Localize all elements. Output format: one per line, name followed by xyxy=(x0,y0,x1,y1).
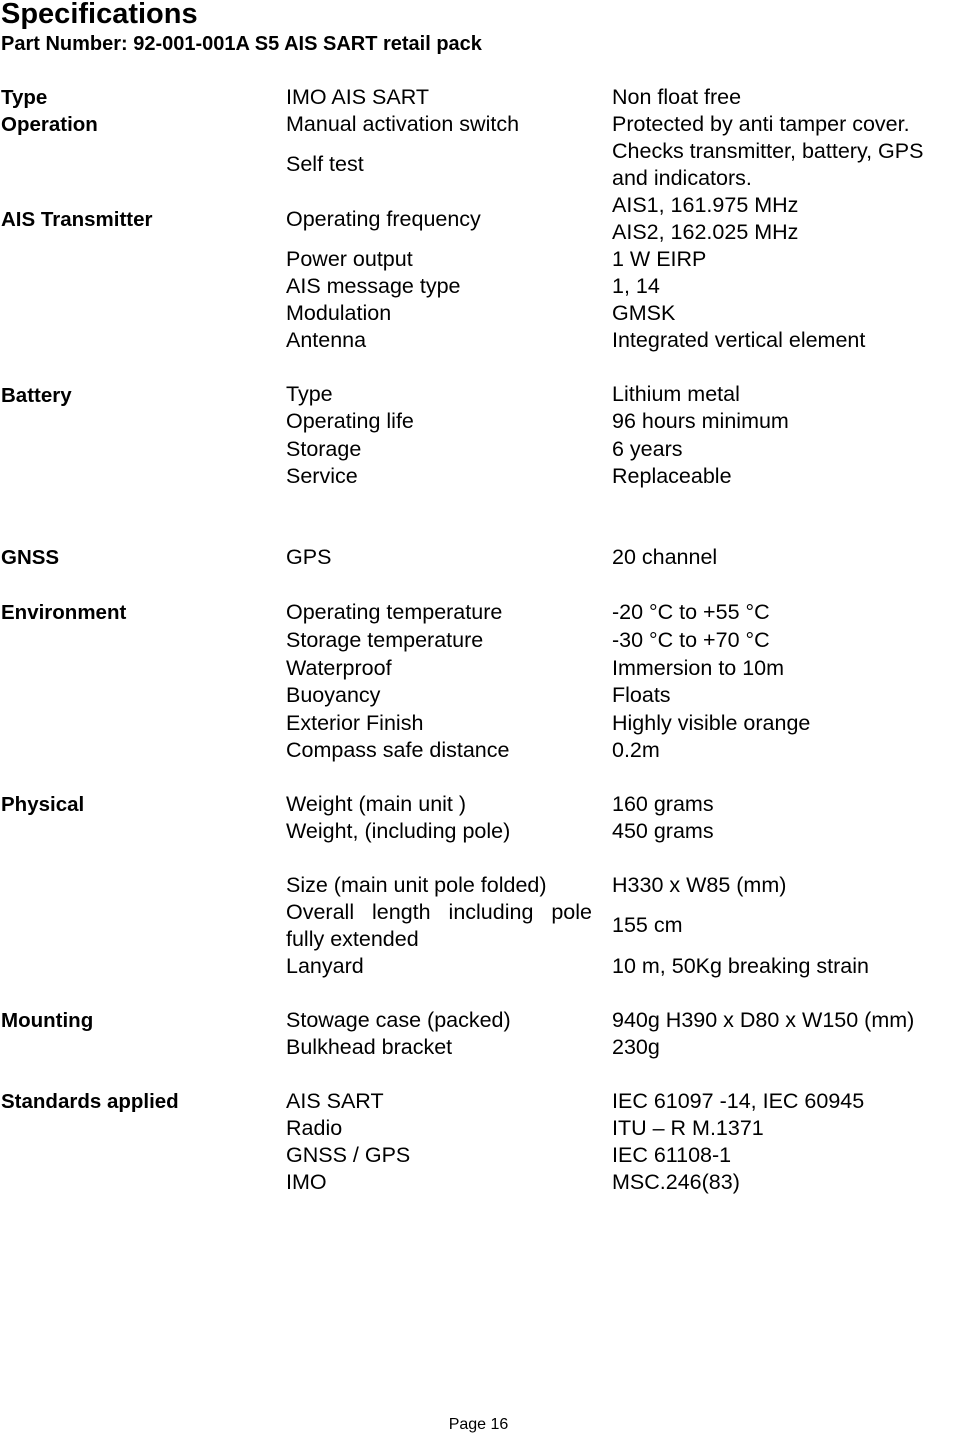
param-overall-length: Overall length including pole fully extended xyxy=(286,900,592,951)
param-gps: GPS xyxy=(286,545,332,569)
section-ais-transmitter: AIS Transmitter xyxy=(1,208,153,231)
section-environment: Environment xyxy=(1,601,127,624)
value-storage: 6 years xyxy=(612,437,683,461)
value-std-gnss: IEC 61108-1 xyxy=(612,1143,732,1167)
param-storage-temp: Storage temperature xyxy=(286,628,484,652)
value-operating-life: 96 hours minimum xyxy=(612,409,789,433)
section-physical: Physical xyxy=(1,793,85,816)
value-weight-main: 160 grams xyxy=(612,792,714,816)
value-storage-temp: -30 °C to +70 °C xyxy=(612,628,770,652)
param-exterior: Exterior Finish xyxy=(286,711,424,735)
value-modulation: GMSK xyxy=(612,301,676,325)
value-self-test-line2: and indicators. xyxy=(612,166,752,190)
section-standards: Standards applied xyxy=(1,1090,179,1113)
param-message-type: AIS message type xyxy=(286,274,461,298)
value-weight-pole: 450 grams xyxy=(612,819,714,843)
value-compass: 0.2m xyxy=(612,738,660,762)
value-frequency-line2: AIS2, 162.025 MHz xyxy=(612,220,799,244)
param-operating-life: Operating life xyxy=(286,409,414,433)
param-modulation: Modulation xyxy=(286,301,392,325)
value-overall-length: 155 cm xyxy=(612,913,683,937)
value-frequency-line1: AIS1, 161.975 MHz xyxy=(612,193,799,217)
value-exterior: Highly visible orange xyxy=(612,711,811,735)
section-mounting: Mounting xyxy=(1,1009,94,1032)
param-frequency: Operating frequency xyxy=(286,207,481,231)
value-battery-type: Lithium metal xyxy=(612,382,740,406)
section-battery: Battery xyxy=(1,384,72,407)
part-number: Part Number: 92-001-001A S5 AIS SART retail pack xyxy=(1,33,482,55)
param-size: Size (main unit pole folded) xyxy=(286,873,547,897)
value-waterproof: Immersion to 10m xyxy=(612,656,785,680)
param-operating-temp: Operating temperature xyxy=(286,600,503,624)
value-service: Replaceable xyxy=(612,464,732,488)
value-message-type: 1, 14 xyxy=(612,274,660,298)
section-gnss: GNSS xyxy=(1,546,60,569)
param-stowage: Stowage case (packed) xyxy=(286,1008,511,1032)
param-battery-type: Type xyxy=(286,382,333,406)
page-number: Page 16 xyxy=(448,1416,509,1433)
value-stowage: 940g H390 x D80 x W150 (mm) xyxy=(612,1008,915,1032)
value-operating-temp: -20 °C to +55 °C xyxy=(612,600,770,624)
param-lanyard: Lanyard xyxy=(286,954,364,978)
value-std-imo: MSC.246(83) xyxy=(612,1170,740,1194)
value-lanyard: 10 m, 50Kg breaking strain xyxy=(612,954,869,978)
value-antenna: Integrated vertical element xyxy=(612,328,866,352)
param-storage: Storage xyxy=(286,437,362,461)
section-operation: Operation xyxy=(1,113,98,136)
param-bulkhead: Bulkhead bracket xyxy=(286,1035,453,1059)
param-activation: Manual activation switch xyxy=(286,112,520,136)
value-power: 1 W EIRP xyxy=(612,247,707,271)
value-gps: 20 channel xyxy=(612,545,718,569)
param-service: Service xyxy=(286,464,358,488)
param-buoyancy: Buoyancy xyxy=(286,683,381,707)
param-antenna: Antenna xyxy=(286,328,367,352)
param-std-sart: AIS SART xyxy=(286,1089,384,1113)
value-self-test-line1: Checks transmitter, battery, GPS xyxy=(612,139,924,163)
section-type: Type xyxy=(1,86,48,109)
value-buoyancy: Floats xyxy=(612,683,671,707)
param-type: IMO AIS SART xyxy=(286,85,429,109)
param-weight-main: Weight (main unit ) xyxy=(286,792,467,816)
value-std-radio: ITU – R M.1371 xyxy=(612,1116,764,1140)
param-compass: Compass safe distance xyxy=(286,738,510,762)
page-title: Specifications xyxy=(1,0,198,30)
param-self-test: Self test xyxy=(286,152,364,176)
value-type: Non float free xyxy=(612,85,742,109)
param-power: Power output xyxy=(286,247,413,271)
value-bulkhead: 230g xyxy=(612,1035,660,1059)
value-activation: Protected by anti tamper cover. xyxy=(612,112,910,136)
param-waterproof: Waterproof xyxy=(286,656,392,680)
param-std-imo: IMO xyxy=(286,1170,327,1194)
param-std-radio: Radio xyxy=(286,1116,343,1140)
param-std-gnss: GNSS / GPS xyxy=(286,1143,411,1167)
value-std-sart: IEC 61097 -14, IEC 60945 xyxy=(612,1089,865,1113)
param-weight-pole: Weight, (including pole) xyxy=(286,819,511,843)
value-size: H330 x W85 (mm) xyxy=(612,873,787,897)
